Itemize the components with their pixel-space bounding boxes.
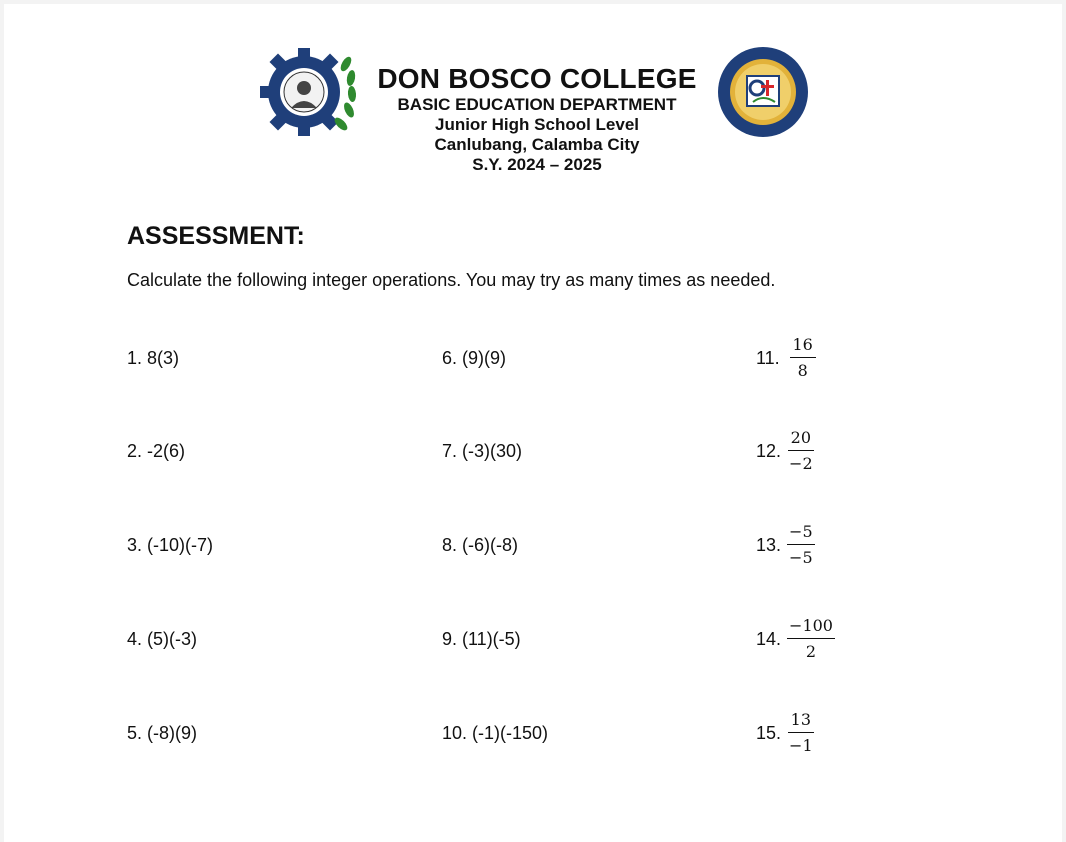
problem-number: 11. xyxy=(756,347,780,368)
problem-item: 1. 8(3) xyxy=(127,347,180,368)
school-header-text xyxy=(364,62,710,175)
fraction-numerator: 16 xyxy=(790,337,816,358)
fraction-problem xyxy=(756,332,816,384)
problem-item: 2. -2(6) xyxy=(127,440,186,461)
fraction-denominator: −2 xyxy=(789,454,813,473)
problem-number: 14. xyxy=(756,628,782,649)
fraction xyxy=(787,524,815,566)
department-name: BASIC EDUCATION DEPARTMENT xyxy=(397,95,677,115)
don-bosco-educational-centers-logo-icon xyxy=(258,42,358,142)
fraction-numerator: −5 xyxy=(787,524,815,545)
problem-number: 15. xyxy=(756,722,782,743)
don-bosco-college-seal-icon xyxy=(717,46,809,138)
fraction-denominator: −5 xyxy=(789,548,813,567)
problem-item: 8. (-6)(-8) xyxy=(442,534,518,555)
problem-item: 9. (11)(-5) xyxy=(442,628,521,649)
fraction-problem xyxy=(756,425,815,477)
problem-item: 5. (-8)(9) xyxy=(127,722,198,743)
fraction-problem xyxy=(756,613,835,665)
fraction-denominator: −1 xyxy=(789,736,813,755)
assessment-title: ASSESSMENT: xyxy=(127,222,305,250)
fraction-numerator: 13 xyxy=(788,712,814,733)
assessment-instructions: Calculate the following integer operations. You may try as many times as needed. xyxy=(127,270,776,290)
school-location: Canlubang, Calamba City xyxy=(434,135,640,155)
fraction-numerator: 20 xyxy=(788,430,814,451)
problem-item: 10. (-1)(-150) xyxy=(442,722,549,743)
problem-item: 6. (9)(9) xyxy=(442,347,507,368)
fraction xyxy=(790,337,816,379)
school-level: Junior High School Level xyxy=(434,115,640,135)
school-year: S.Y. 2024 – 2025 xyxy=(472,155,602,175)
fraction-problem xyxy=(756,707,815,759)
fraction-problem xyxy=(756,519,815,571)
problem-item: 3. (-10)(-7) xyxy=(127,534,214,555)
document-page xyxy=(4,4,1062,842)
problem-item: 7. (-3)(30) xyxy=(442,440,523,461)
problem-number: 12. xyxy=(756,440,782,461)
fraction xyxy=(787,430,815,472)
fraction-numerator: −100 xyxy=(787,618,835,639)
school-name: DON BOSCO COLLEGE xyxy=(377,63,697,94)
fraction xyxy=(787,618,835,660)
problem-number: 13. xyxy=(756,534,782,555)
fraction xyxy=(787,712,815,754)
problem-item: 4. (5)(-3) xyxy=(127,628,198,649)
document-header xyxy=(4,4,1062,194)
fraction-denominator: 8 xyxy=(797,361,808,380)
fraction-denominator: 2 xyxy=(805,642,817,661)
